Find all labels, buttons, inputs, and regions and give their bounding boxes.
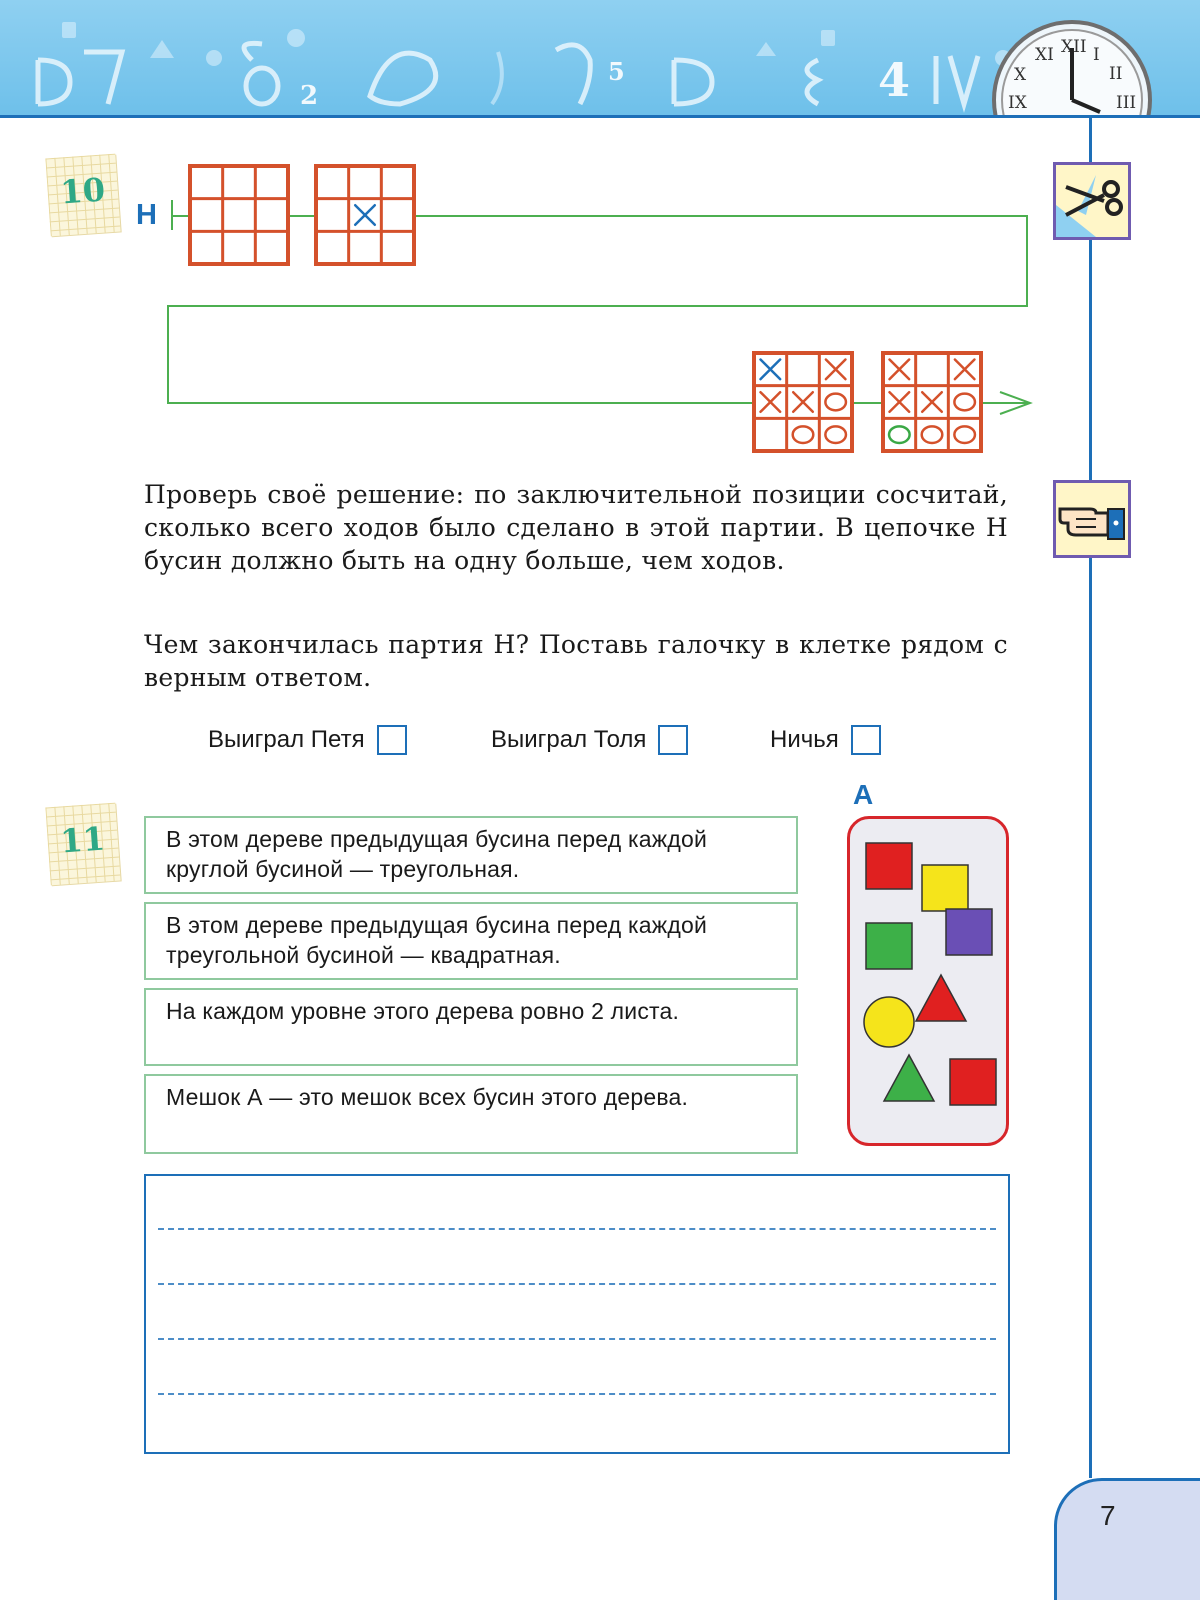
checkbox-draw[interactable]: [851, 725, 881, 755]
option-tolya: [491, 725, 688, 755]
svg-text:5: 5: [608, 57, 625, 86]
pointing-hand-icon: [1053, 480, 1131, 558]
tic-tac-toe-board: [190, 166, 288, 264]
option-label: Выиграл Толя: [491, 726, 647, 753]
svg-text:XI: XI: [1035, 45, 1054, 65]
option-label: Выиграл Петя: [208, 726, 365, 753]
writing-line: [158, 1228, 996, 1230]
square-bead: [950, 1059, 996, 1105]
svg-text:2: 2: [300, 81, 319, 111]
page-number: 7: [1100, 1500, 1116, 1531]
option-draw: [770, 725, 881, 755]
svg-text:III: III: [1116, 93, 1137, 113]
page-tab: [1054, 1478, 1200, 1600]
statement-card[interactable]: [144, 816, 798, 894]
square-bead: [866, 923, 912, 969]
task-number: 10: [59, 170, 107, 212]
task-number: 11: [59, 819, 107, 861]
square-bead: [866, 843, 912, 889]
statement-text: На каждом уровне этого дерева ровно 2 листа.: [166, 998, 680, 1024]
svg-text:X: X: [1014, 65, 1027, 85]
question-paragraph: Чем закончилась партия Н? Поставь галочку в клетке рядом с верным ответом.: [144, 630, 1008, 692]
statement-card[interactable]: [144, 988, 798, 1066]
option-petya: [208, 725, 407, 755]
svg-text:4: 4: [878, 53, 911, 107]
answer-options: [208, 725, 908, 765]
writing-line: [158, 1393, 996, 1395]
option-label: Ничья: [770, 726, 839, 753]
statement-card[interactable]: [144, 902, 798, 980]
triangle-bead: [884, 1055, 934, 1101]
tic-tac-toe-board: [883, 353, 981, 451]
writing-line: [158, 1283, 996, 1285]
task-number-badge: [45, 803, 120, 886]
chain-label: Н: [136, 199, 157, 231]
clock-icon: [994, 22, 1150, 118]
checkbox-petya[interactable]: [377, 725, 407, 755]
bag-label: А: [853, 779, 874, 810]
tic-tac-toe-boards: [190, 166, 981, 451]
statement-text: В этом дереве предыдущая бусина перед каждой треугольной бусиной — квадратная.: [166, 912, 708, 968]
writing-line: [158, 1338, 996, 1340]
tic-tac-toe-board: [316, 166, 414, 264]
banner-decoration: [0, 0, 1200, 118]
triangle-bead: [916, 975, 966, 1021]
bag-beads: [850, 819, 1006, 1143]
circle-bead: [864, 997, 914, 1047]
instruction-paragraph: Проверь своё решение: по заключительной позиции сосчитай, сколько всего ходов было сделано в этой партии. В цепочке Н бусин должно быть на одну больше, чем ходов.: [144, 480, 1008, 575]
statement-text: Мешок А — это мешок всех бусин этого дерева.: [166, 1084, 689, 1110]
svg-text:XII: XII: [1061, 37, 1087, 57]
square-bead: [946, 909, 992, 955]
page-banner: [0, 0, 1200, 118]
bead-chain-diagram: [0, 150, 1200, 460]
svg-text:IX: IX: [1008, 93, 1027, 113]
checkbox-tolya[interactable]: [658, 725, 688, 755]
statement-text: В этом дереве предыдущая бусина перед каждой круглой бусиной — треугольная.: [166, 826, 708, 882]
square-bead: [922, 865, 968, 911]
bead-bag: [847, 816, 1009, 1146]
svg-text:I: I: [1093, 45, 1100, 65]
statement-card[interactable]: [144, 1074, 798, 1154]
svg-text:II: II: [1109, 64, 1123, 84]
answer-writing-area[interactable]: [144, 1174, 1010, 1454]
tic-tac-toe-board: [754, 353, 852, 451]
